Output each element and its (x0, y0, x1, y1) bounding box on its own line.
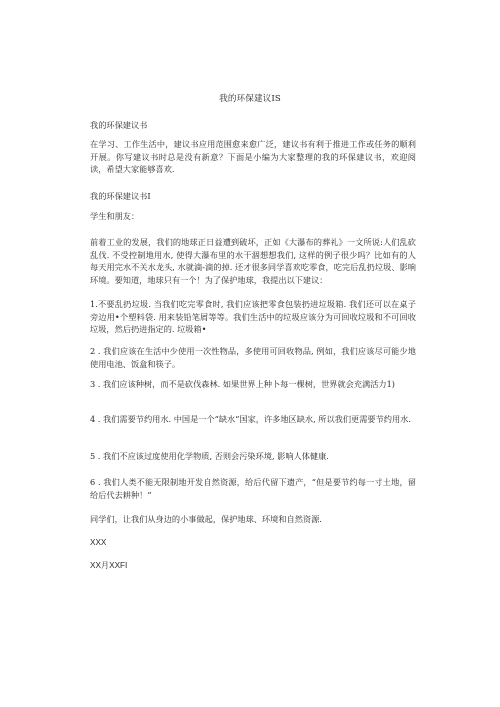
page-title: 我的环保建议IS (219, 94, 281, 104)
date: XX月XXFI (90, 561, 128, 570)
closing-paragraph: 同学们，让我们从身边的小事做起，保护地球、环境和自然资源. (90, 514, 322, 524)
signature: XXX (90, 538, 107, 547)
heading: 我的环保建议书 (90, 120, 148, 130)
list-item: 2 . 我们应该在生活中少使用一次性物品，多使用可回收物品, 例如，我们应该尽可能少地使用电池、饭盒和筷子。 (90, 346, 416, 369)
intro-paragraph: 在学习、工作生活中，建议书应用范围愈来愈广泛，建议书有利于推进工作或任务的顺利开展。你写建议书时总是没有新意？下面是小编为大家整理的我的环保建议书，欢迎阅读，希望大家能够喜欢. (90, 139, 416, 175)
section-title: 我的环保建议书I (90, 191, 151, 201)
list-item: 3 . 我们应该种树，而不是砍伐森林. 如果世界上种卜每一棵树，世界就会充满活力1) (90, 379, 396, 389)
body-paragraph: 前着工业的发展，我们的地球正日益遭到破坏，正如《大瀑布的葬礼》一文所说:人们乱砍乱伐. 不受控制地用水, 使得大瀑布里的水干涸想想我们, 这样的例子很少吗？比如有的人每天用完水不关水龙头, 水就滴-滴的掉. 还才很多同学喜欢吃零食，吃完后乱扔垃圾、影响环境。要知道，地球只有一个！为了保护地球，我提出以下建议： (90, 237, 416, 285)
list-item: 6 . 我们人类不能无限制地开发自然资源，给后代留下遗产，“但是要节约每一寸土地，留给后代去耕种！” (90, 477, 416, 500)
list-item: 1.不要乱扔垃圾. 当我们吃完零食时, 我们应该把零食包装扔进垃圾箱. 我们还可以在桌子旁边用•个塑料袋. 用来装铅笔屑等等。我们生活中的垃圾应该分为可回收垃圾和不可回收垃圾，然后扔进指定的. 垃圾箱• (90, 299, 416, 335)
list-item: 5 . 我们不应该过度使用化学物质, 否则会污染环境, 影响人体健康. (90, 451, 329, 461)
list-item: 4 . 我们需要节约用水. 中国是一个“缺水”国家，许多地区缺水, 所以我们更需要节约用水. (90, 414, 411, 424)
salutation: 学生和朋友： (90, 211, 140, 221)
